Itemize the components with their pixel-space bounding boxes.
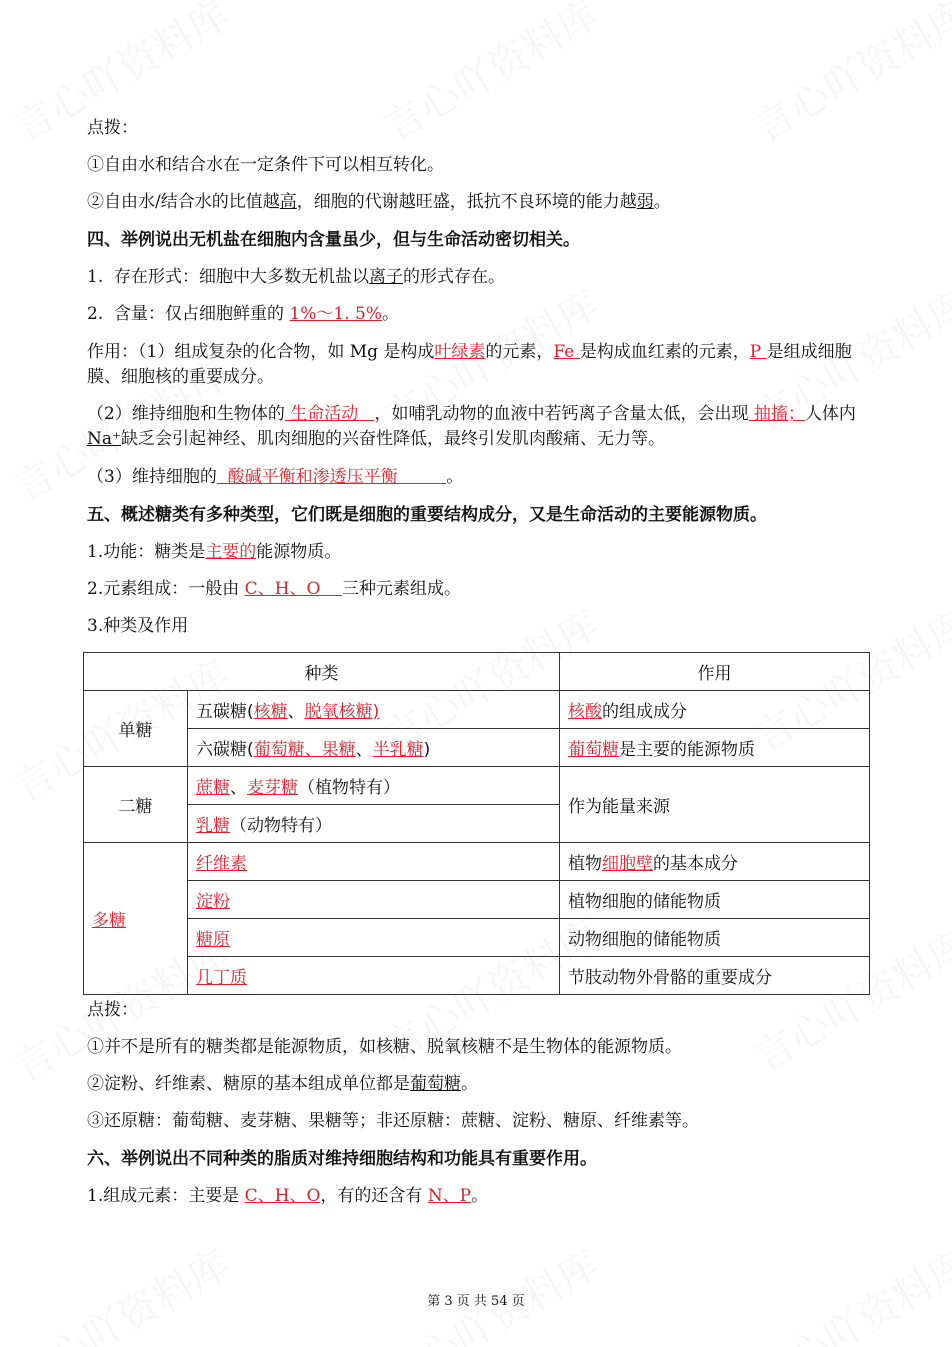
paragraph xyxy=(87,190,872,215)
table-cell xyxy=(560,767,870,843)
table-cell xyxy=(188,919,560,957)
text-segment: 缺乏会引起神经、肌肉细胞的兴奋性降低，最终引发肌肉酸痛、无力等。 xyxy=(120,429,665,449)
text-segment: 3.种类及作用 xyxy=(87,616,189,636)
table-cell xyxy=(188,729,560,767)
paragraph xyxy=(87,540,872,565)
answer-text: 麦芽糖 xyxy=(247,778,298,798)
answer-text: 核糖 xyxy=(253,702,288,722)
table-row xyxy=(84,729,870,767)
text-segment: ，细胞的代谢越旺盛，抵抗不良环境的能力越 xyxy=(296,192,637,212)
text-segment: 是构成血红素的元素， xyxy=(579,342,750,362)
answer-text: N、P xyxy=(427,1186,472,1206)
answer-text: 叶绿素 xyxy=(434,342,486,362)
text-segment: 高 xyxy=(279,192,297,212)
text-segment: 点拨： xyxy=(87,1000,138,1020)
text-segment: 点拨： xyxy=(87,118,138,138)
paragraph xyxy=(87,1184,872,1209)
text-segment: 六碳糖( xyxy=(196,740,254,760)
text-segment: 是组成细胞膜、细胞核的重要成分。 xyxy=(87,342,852,387)
table-cell xyxy=(84,843,188,995)
answer-text: 葡萄糖、果糖 xyxy=(253,740,356,760)
table-cell xyxy=(560,691,870,729)
text-segment: 1.功能：糖类是 xyxy=(87,542,206,562)
table-cell xyxy=(560,919,870,957)
text-segment: 作为能量来源 xyxy=(568,797,670,817)
paragraph xyxy=(87,340,872,390)
text-segment: 。 xyxy=(446,467,464,487)
text-segment: 植物细胞的储能物质 xyxy=(568,892,721,912)
text-segment: 三种元素组成。 xyxy=(342,579,462,599)
text-segment: ，有的还含有 xyxy=(320,1186,428,1206)
text-segment: ) xyxy=(423,740,431,760)
answer-text: 半乳糖 xyxy=(372,740,424,760)
answer-text: 生命活动 xyxy=(284,404,375,424)
answer-text: 葡萄糖 xyxy=(568,740,619,760)
answer-text: 几丁质 xyxy=(196,968,247,988)
table-cell xyxy=(188,691,560,729)
header-function: 作用 xyxy=(560,653,870,691)
text-segment: 节肢动物外骨骼的重要成分 xyxy=(568,968,772,988)
answer-text: 主要的 xyxy=(205,542,257,562)
section-heading xyxy=(87,228,872,253)
text-segment: 1.组成元素：主要是 xyxy=(87,1186,245,1206)
table-cell xyxy=(560,843,870,881)
table-row xyxy=(84,919,870,957)
text-segment: 、 xyxy=(287,702,305,722)
paragraph xyxy=(87,153,872,178)
table-row xyxy=(84,767,870,805)
section-heading xyxy=(87,503,872,528)
text-segment: 1. 存在形式：细胞中大多数无机盐以 xyxy=(87,267,370,287)
text-segment: 二糖 xyxy=(118,797,153,817)
paragraph xyxy=(87,265,872,290)
paragraph xyxy=(87,116,872,141)
text-segment: 弱 xyxy=(636,192,654,212)
table-row xyxy=(84,691,870,729)
text-segment: （3）维持细胞的 xyxy=(87,467,217,487)
table-row xyxy=(84,881,870,919)
text-segment: 。 xyxy=(653,192,671,212)
text-segment: 六、举例说出不同种类的脂质对维持细胞结构和功能具有重要作用。 xyxy=(87,1149,597,1169)
table-cell xyxy=(84,691,188,767)
text-segment: 动物细胞的储能物质 xyxy=(568,930,721,950)
paragraph xyxy=(87,1109,872,1134)
answer-text: 酸碱平衡和渗透压平衡 xyxy=(216,467,447,487)
answer-text: 淀粉 xyxy=(196,892,230,912)
paragraph xyxy=(87,1035,872,1060)
text-segment: ②淀粉、纤维素、糖原的基本组成单位都是 xyxy=(87,1074,410,1094)
table-cell xyxy=(84,767,188,843)
paragraph xyxy=(87,465,872,490)
text-segment: 单糖 xyxy=(118,721,153,741)
paragraph xyxy=(87,614,872,639)
text-segment: 植物 xyxy=(568,854,602,874)
table-cell xyxy=(188,805,560,843)
paragraph xyxy=(87,998,872,1023)
answer-text: 核酸 xyxy=(568,702,602,722)
text-segment: Na⁺ xyxy=(87,429,121,449)
answer-text: 蔗糖 xyxy=(196,778,230,798)
text-segment: 的形式存在。 xyxy=(403,267,506,287)
text-segment: ，如哺乳动物的血液中若钙离子含量太低，会出现 xyxy=(374,404,749,424)
answer-text: 纤维素 xyxy=(196,854,247,874)
answer-text: 乳糖 xyxy=(196,816,230,836)
text-segment: 的组成成分 xyxy=(602,702,687,722)
table-cell xyxy=(560,957,870,995)
table-cell xyxy=(188,843,560,881)
table-cell xyxy=(560,729,870,767)
answer-text: 糖原 xyxy=(196,930,230,950)
paragraph xyxy=(87,402,872,452)
answer-text: 抽搐； xyxy=(748,404,805,424)
answer-text: C、H、O xyxy=(244,579,343,599)
answer-text: Fe xyxy=(553,342,580,362)
text-segment: 四、举例说出无机盐在细胞内含量虽少，但与生命活动密切相关。 xyxy=(87,230,580,250)
answer-text: 多糖 xyxy=(92,911,126,931)
text-segment: 。 xyxy=(471,1186,489,1206)
sugar-types-table xyxy=(83,652,870,995)
header-type: 种类 xyxy=(84,653,560,691)
text-segment: 人体内 xyxy=(804,404,862,424)
answer-text: P xyxy=(749,342,767,362)
table-cell xyxy=(188,767,560,805)
paragraph xyxy=(87,302,872,327)
text-segment: 2. 含量：仅占细胞鲜重的 xyxy=(87,304,290,324)
table-cell xyxy=(188,881,560,919)
text-segment: 是主要的能源物质 xyxy=(619,740,755,760)
text-segment: 、 xyxy=(355,740,373,760)
text-segment: ②自由水/结合水的比值越 xyxy=(87,192,280,212)
text-segment: （植物特有） xyxy=(298,778,400,798)
text-segment: ①自由水和结合水在一定条件下可以相互转化。 xyxy=(87,155,444,175)
answer-text: 细胞壁 xyxy=(602,854,653,874)
text-segment: 。 xyxy=(461,1074,478,1094)
page-footer: 第 3 页 共 54 页 xyxy=(427,1294,525,1309)
text-segment: 的基本成分 xyxy=(653,854,738,874)
table-row xyxy=(84,957,870,995)
paragraph xyxy=(87,577,872,602)
text-segment: 作用：（1）组成复杂的化合物，如 Mg 是构成 xyxy=(87,342,435,362)
table-header-row xyxy=(84,653,870,691)
answer-text: 脱氧核糖) xyxy=(304,702,380,722)
text-segment: 、 xyxy=(230,778,247,798)
answer-text: 1%～1. 5% xyxy=(289,304,382,324)
text-segment: （动物特有） xyxy=(230,816,332,836)
text-segment: 能源物质。 xyxy=(256,542,342,562)
text-segment: 。 xyxy=(382,304,399,324)
text-segment: 五、概述糖类有多种类型，它们既是细胞的重要结构成分，又是生命活动的主要能源物质。 xyxy=(87,505,767,525)
table-cell xyxy=(188,957,560,995)
table-row xyxy=(84,843,870,881)
text-segment: 的元素， xyxy=(485,342,554,362)
text-segment: （2）维持细胞和生物体的 xyxy=(87,404,285,424)
text-segment: ①并不是所有的糖类都是能源物质，如核糖、脱氧核糖不是生物体的能源物质。 xyxy=(87,1037,682,1057)
text-segment: ③还原糖：葡萄糖、麦芽糖、果糖等；非还原糖：蔗糖、淀粉、糖原、纤维素等。 xyxy=(87,1111,699,1131)
table-cell xyxy=(560,881,870,919)
section-heading xyxy=(87,1147,872,1172)
paragraph xyxy=(87,1072,872,1097)
text-segment: 2.元素组成：一般由 xyxy=(87,579,245,599)
text-segment: 葡萄糖 xyxy=(410,1074,461,1094)
text-segment: 离子 xyxy=(369,267,404,287)
answer-text: C、H、O xyxy=(244,1186,321,1206)
text-segment: 五碳糖( xyxy=(196,702,254,722)
